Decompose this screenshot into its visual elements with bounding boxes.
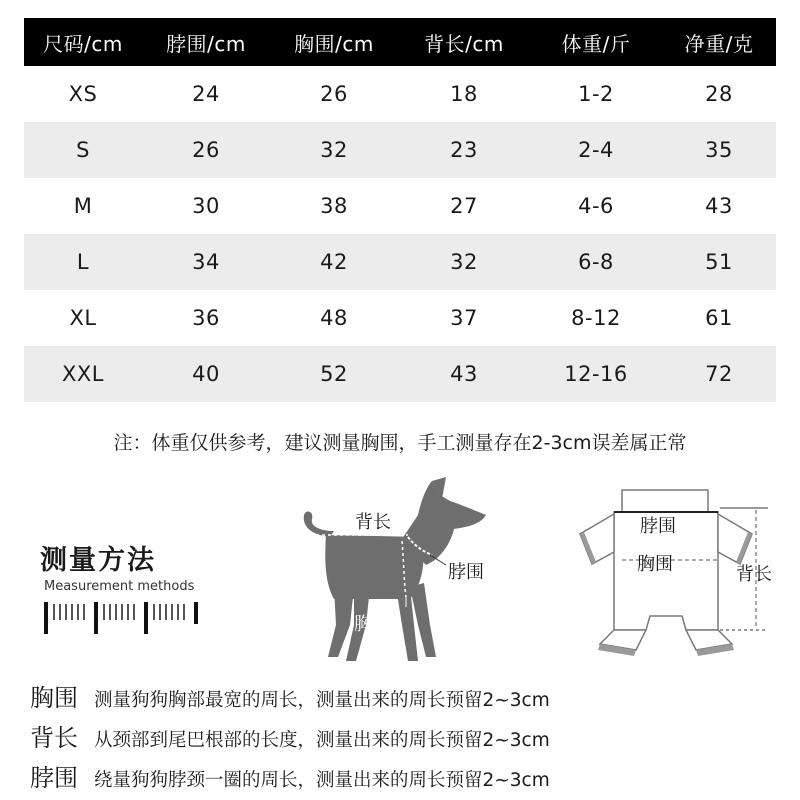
back-cell: 32 — [450, 250, 478, 274]
back-cell: 37 — [450, 306, 478, 330]
table-row — [24, 290, 776, 346]
net-weight-cell: 61 — [705, 306, 733, 330]
table-row — [24, 66, 776, 122]
size-cell: XL — [69, 306, 97, 330]
neck-description — [30, 758, 550, 793]
dog-chest-label: 胸围 — [354, 614, 390, 635]
weight-cell: 12-16 — [564, 362, 628, 386]
description-text: 测量狗狗胸部最宽的周长，测量出来的周长预留2~3cm — [94, 690, 550, 711]
back-cell: 23 — [450, 138, 478, 162]
size-table — [24, 18, 776, 402]
table-row — [24, 346, 776, 402]
neck-cell: 24 — [192, 82, 220, 106]
header-size: 尺码/cm — [43, 31, 123, 56]
header-weight: 体重/斤 — [561, 31, 631, 56]
header-chest: 胸围/cm — [294, 31, 374, 56]
net-weight-cell: 43 — [705, 194, 733, 218]
header-net-weight: 净重/克 — [684, 31, 754, 56]
neck-cell: 30 — [192, 194, 220, 218]
neck-cell: 34 — [192, 250, 220, 274]
size-cell: S — [76, 138, 90, 162]
back-cell: 43 — [450, 362, 478, 386]
back-cell: 18 — [450, 82, 478, 106]
net-weight-cell: 51 — [705, 250, 733, 274]
description-text: 从颈部到尾巴根部的长度，测量出来的周长预留2~3cm — [94, 730, 550, 751]
dog-back-label: 背长 — [355, 512, 391, 533]
neck-cell: 36 — [192, 306, 220, 330]
chest-description — [30, 678, 550, 713]
weight-cell: 4-6 — [578, 194, 614, 218]
chest-cell: 52 — [320, 362, 348, 386]
weight-cell: 1-2 — [578, 82, 614, 106]
description-text: 绕量狗狗脖颈一圈的周长，测量出来的周长预留2~3cm — [94, 770, 550, 791]
ruler-icon — [42, 598, 202, 638]
table-row — [24, 122, 776, 178]
net-weight-cell: 35 — [705, 138, 733, 162]
header-back: 背长/cm — [424, 31, 504, 56]
description-term: 背长 — [30, 724, 78, 752]
back-cell: 27 — [450, 194, 478, 218]
size-cell: L — [76, 250, 90, 274]
net-weight-cell: 72 — [705, 362, 733, 386]
table-row — [24, 178, 776, 234]
header-neck: 脖围/cm — [166, 31, 246, 56]
chest-cell: 32 — [320, 138, 348, 162]
method-subtitle: Measurement methods — [44, 579, 195, 594]
chest-cell: 38 — [320, 194, 348, 218]
weight-note: 注：体重仅供参考，建议测量胸围，手工测量存在2-3cm误差属正常 — [113, 432, 687, 454]
method-title: 测量方法 — [40, 545, 156, 576]
size-cell: XS — [68, 82, 98, 106]
size-cell: XXL — [62, 362, 104, 386]
weight-cell: 6-8 — [578, 250, 614, 274]
weight-cell: 2-4 — [578, 138, 614, 162]
garment-back-label: 背长 — [736, 564, 772, 585]
chest-cell: 26 — [320, 82, 348, 106]
chest-cell: 42 — [320, 250, 348, 274]
dog-neck-label: 脖围 — [448, 562, 484, 583]
description-term: 胸围 — [30, 684, 78, 712]
neck-cell: 26 — [192, 138, 220, 162]
table-header-row — [24, 18, 776, 66]
garment-chest-label: 胸围 — [637, 554, 673, 575]
size-cell: M — [73, 194, 93, 218]
description-term: 脖围 — [30, 764, 78, 792]
back-description — [30, 718, 550, 753]
garment-neck-label: 脖围 — [640, 516, 676, 537]
chest-cell: 48 — [320, 306, 348, 330]
weight-cell: 8-12 — [571, 306, 621, 330]
net-weight-cell: 28 — [705, 82, 733, 106]
table-row — [24, 234, 776, 290]
neck-cell: 40 — [192, 362, 220, 386]
